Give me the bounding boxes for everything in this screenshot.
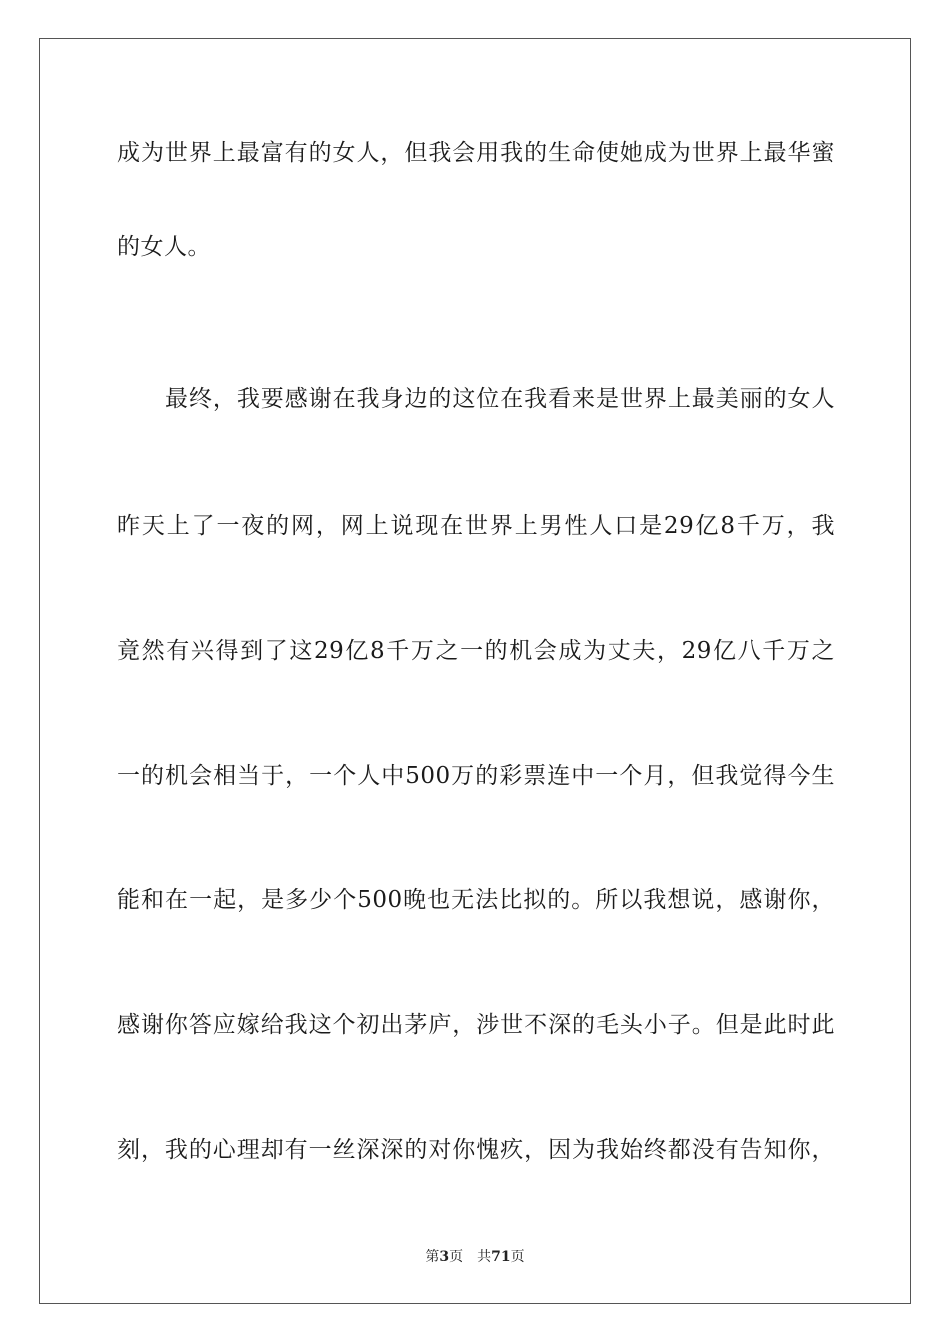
body-line-5: 竟然有兴得到了这29亿8千万之一的机会成为丈夫，29亿八千万之 bbox=[117, 638, 835, 664]
page-prefix: 第 bbox=[425, 1249, 440, 1265]
page-footer bbox=[0, 1248, 950, 1266]
page-border bbox=[39, 38, 911, 1304]
page-suffix: 页 bbox=[449, 1249, 464, 1265]
body-line-2: 的女人。 bbox=[117, 234, 211, 260]
total-suffix: 页 bbox=[510, 1249, 525, 1265]
body-line-6: 一的机会相当于，一个人中500万的彩票连中一个月，但我觉得今生 bbox=[117, 763, 835, 789]
body-line-1: 成为世界上最富有的女人，但我会用我的生命使她成为世界上最华蜜 bbox=[117, 140, 835, 166]
body-line-9: 刻，我的心理却有一丝深深的对你愧疚，因为我始终都没有告知你， bbox=[117, 1137, 835, 1163]
body-line-3: 最终，我要感谢在我身边的这位在我看来是世界上最美丽的女人 bbox=[165, 386, 835, 412]
body-line-7: 能和在一起，是多少个500晚也无法比拟的。所以我想说，感谢你， bbox=[117, 887, 835, 913]
body-line-8: 感谢你答应嫁给我这个初出茅庐，涉世不深的毛头小子。但是此时此 bbox=[117, 1012, 835, 1038]
total-prefix: 共 bbox=[477, 1249, 492, 1265]
body-line-4: 昨天上了一夜的网，网上说现在世界上男性人口是29亿8千万，我 bbox=[117, 513, 835, 539]
current-page-number: 3 bbox=[439, 1249, 450, 1265]
total-pages-number: 71 bbox=[491, 1249, 511, 1265]
